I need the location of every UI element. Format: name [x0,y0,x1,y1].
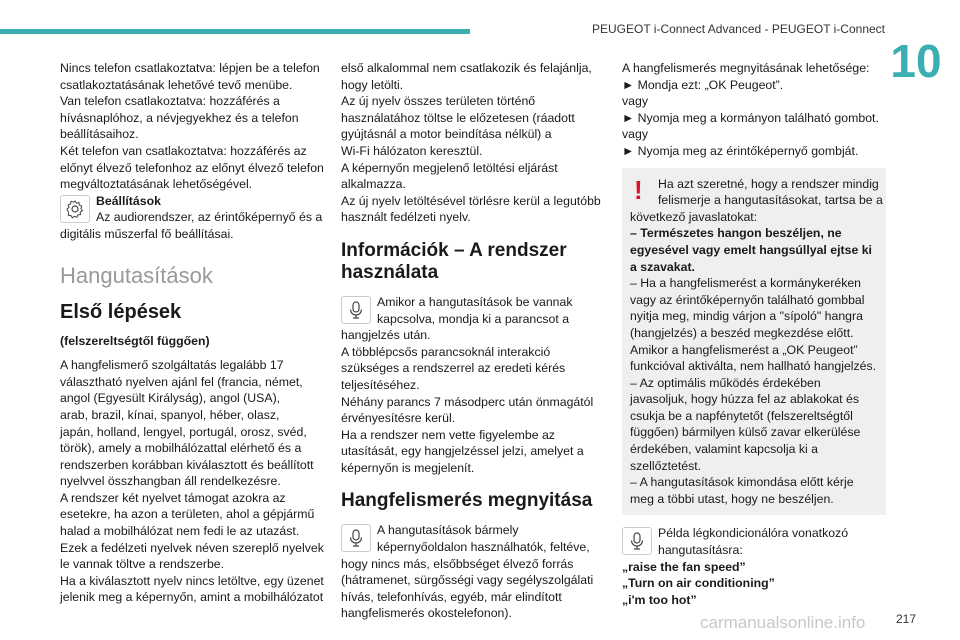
info-note [341,294,603,477]
text-line: Az új nyelv összes területen történő [341,94,536,109]
text-line: hangutasításra: [658,543,743,558]
warning-line: – Ha a hangfelismerést a kormánykeréken [630,276,862,291]
warning-line: – A hangutasítások kimondása előtt kérje [630,475,854,490]
text-line: Ha azt szeretné, hogy a rendszer mindig [658,176,879,191]
warning-line: a szavakat. [630,259,695,274]
text-line: hogy nincs más, elsőbbséget élvező forrás [341,556,574,571]
microphone-icon [622,527,652,555]
warning-line: függően) bármilyen külső zavar elkerülése [630,425,861,440]
text-line: Néhány parancs 7 másodperc után önmagától [341,394,594,409]
text-line: rendszerben korábban kiválasztott és beállított [60,457,314,472]
microphone-icon [341,524,371,552]
warning-line: vagy az érintőképernyőn található gombbal [630,292,865,307]
example-command: „Turn on air conditioning” [622,576,775,591]
watermark: carmanualsonline.info [700,613,866,632]
text-line: Példa légkondicionálóra vonatkozó [658,526,849,541]
warning-line: érdekében, valamint kapcsolja ki a [630,442,818,457]
text-line: japán, holland, lengyel, portugál, orosz, svéd, [60,424,307,439]
settings-title: Beállítások [96,193,161,208]
text-line: megváltoztatásának lehetőségével. [60,177,253,192]
column-3 [622,60,886,608]
text-line: A hangfelismerő szolgáltatás legalább 17 [60,358,284,373]
text-line: hívás, telefonhívás, egyéb, már elindított [341,589,562,604]
text-line: beállításaihoz. [60,127,139,142]
heading-open-voice: Hangfelismerés megnyitása [341,490,593,512]
text-line: hívásnaplóhoz, a névjegyekhez és a telefon [60,110,299,125]
text-line: gyújtásnál a motor beindítása nélkül) a [341,127,552,142]
intro-paragraph [60,60,322,193]
warning-line: funkcióval aktiválta, nem hallható hangjelzés. [630,359,877,374]
text-line: Amikor a hangutasítások be vannak [377,294,573,309]
subheading-equipment: (felszereltségtől függően) [60,333,210,348]
warning-line: egyesével vagy emelt hangsúllyal ejtse ki [630,242,872,257]
example-command: „i'm too hot” [622,592,697,607]
text-line: A hangutasítások bármely [377,523,519,538]
text-line: A rendszer két nyelvet támogat azokra az [60,490,286,505]
body-paragraph [341,60,603,226]
exclamation-icon: ! [634,174,643,205]
body-paragraph [622,60,886,160]
text-line: A hangfelismerés megnyitásának lehetősége: [622,61,870,75]
text-line: (hátramenet, sürgősségi vagy segélyszolgálati [341,573,594,588]
warning-line: – Természetes hangon beszéljen, ne [630,226,842,241]
body-paragraph [60,357,322,606]
text-line: Wi-Fi hálózaton keresztül. [341,143,483,158]
open-note [341,522,603,622]
text-line: képernyőn is megjelenít. [341,460,475,475]
header-accent-bar [0,29,470,34]
text-line: első alkalommal nem csatlakozik és felajánlja, [341,61,592,75]
text-line: Két telefon van csatlakoztatva: hozzáférés az [60,143,307,158]
text-line: érvényesítésre kerül. [341,411,456,426]
warning-line: meg a többi utast, hogy ne beszéljen. [630,491,834,506]
section-title: Hangutasítások [60,262,213,288]
text-line: le vannak töltve a rendszerbe. [60,557,225,572]
warning-line: csukja be a napfénytetőt (felszereltségtől [630,408,853,423]
text-line: A többlépcsős parancsoknál interakció [341,344,551,359]
text-line: Van telefon csatlakoztatva: hozzáférés a [60,94,280,109]
text-line: jelenik meg a képernyőn, amint a mobilhálózatot [60,590,324,605]
warning-body [622,209,878,508]
warning-line: következő javaslatokat: [630,209,758,224]
warning-line: – Az optimális működés érdekében [630,375,821,390]
text-line: ► Mondja ezt: „OK Peugeot”. [622,77,784,92]
warning-line: javasoljuk, hogy húzza fel az ablakokat és [630,392,859,407]
warning-box [622,168,886,516]
warning-head [622,174,883,209]
text-line: halad a mobilhálózat nem fedi le az utazást. [60,524,300,539]
text-line: utasítását, egy hangjelzéssel jelzi, amelyet a [341,444,584,459]
heading-info [341,240,603,284]
text-line: használatához töltse le előzetesen (ráadott [341,110,575,125]
example-command: „raise the fan speed” [622,559,746,574]
heading-line: Információk – A rendszer [341,239,567,261]
text-line: használt fedélzeti nyelv. [341,210,471,225]
text-line: képernyőoldalon használhatók, feltéve, [377,540,590,555]
text-line: nyelvvel összhangban áll rendelkezésre. [60,474,281,489]
text-line: választható nyelven ajánl fel (francia, német, [60,374,303,389]
text-line: Az új nyelv letöltésével törlésre kerül a legutóbb [341,193,601,208]
text-line: Az audiorendszer, az érintőképernyő és a [96,210,323,225]
text-line: Nincs telefon csatlakoztatva: lépjen be a telefon [60,61,320,75]
text-line: felismerje a hangutasításokat, tartsa be a [658,193,883,208]
warning-line: (hangjelzés) a beszéd megkezdése előtt. [630,325,854,340]
text-line: szükséges a rendszerrel az eredeti kérés [341,361,566,376]
text-line: teljesítéséhez. [341,377,420,392]
heading-line: használata [341,261,439,283]
text-line: vagy [622,94,648,109]
text-line: előnyt élvező telefonhoz az előnyt élvező telefon [60,160,324,175]
warning-line: szellőztetést. [630,458,702,473]
text-line: hogy letölti. [341,77,404,92]
text-line: angol (Egyesült Királyság), angol (USA), [60,391,281,406]
example-note [622,525,886,608]
text-line: arab, brazil, kínai, spanyol, héber, olasz, [60,407,280,422]
text-line: esetekre, ha azon a területen, ahol a gépjármű [60,507,315,522]
text-line: Ezek a fedélzeti nyelvek néven szereplő nyelvek [60,540,324,555]
gear-icon [60,195,90,223]
text-line: A képernyőn megjelenő letöltési eljárást [341,160,558,175]
page-number: 217 [895,612,916,626]
text-line: Ha a kiválasztott nyelv nincs letöltve, egy üzenet [60,573,324,588]
warning-line: nyitja meg, mindig várjon a "sípoló" hangra [630,309,863,324]
text-line: csatlakoztatásának lehetővé tevő menübe. [60,77,293,92]
text-line: ► Nyomja meg a kormányon található gombot. [622,110,879,125]
column-2 [341,60,603,622]
running-header: PEUGEOT i-Connect Advanced - PEUGEOT i-Connect [591,22,885,36]
warning-line: Amikor a hangfelismerést a „OK Peugeot” [630,342,858,357]
text-line: digitális műszerfal fő beállításai. [60,226,234,241]
text-line: vagy [622,127,648,142]
microphone-icon [341,296,371,324]
text-line: kapcsolva, mondja ki a parancsot a [377,311,570,326]
chapter-number: 10 [890,35,942,87]
text-line: hangjelzés után. [341,328,431,343]
settings-note [60,193,322,243]
text-line: alkalmazza. [341,177,406,192]
text-line: hangfelismerés okostelefonon). [341,606,512,621]
text-line: ► Nyomja meg az érintőképernyő gombját. [622,143,859,158]
text-line: török), amely a mobilhálózattal elérhető és a [60,441,302,456]
column-1 [60,60,322,606]
text-line: Ha a rendszer nem vette figyelembe az [341,427,555,442]
heading-first-steps: Első lépések [60,300,182,323]
